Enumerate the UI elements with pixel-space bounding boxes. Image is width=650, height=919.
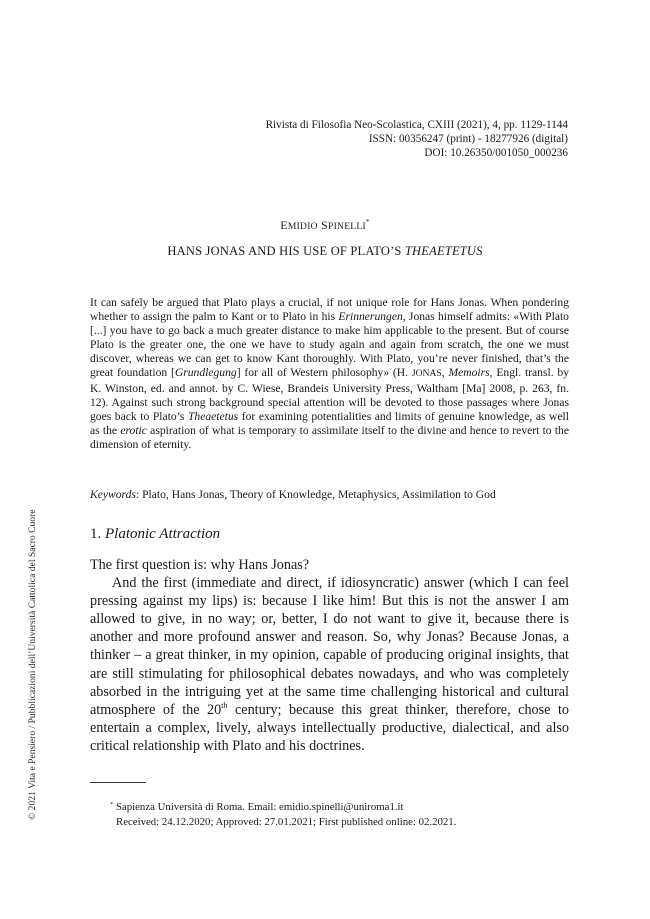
footnote-dates: Received: 24.12.2020; Approved: 27.01.2021; First published online: 02.2021. [116,816,457,828]
article-title [0,244,650,259]
footnote-affiliation-text: Sapienza Università di Roma. Email: emidio.spinelli@uniroma1.it [113,801,404,813]
journal-header [188,118,568,160]
section-heading [90,526,220,543]
abstract-text: It can safely be argued that Plato plays a crucial, if not unique role for Hans Jonas. When pondering whether to assign the palm to Kant or to Plato in his [90,296,569,324]
author-first-initial: E [280,218,288,232]
abstract-text: , [441,366,449,380]
author-footnote-mark: * [365,218,370,226]
body-text-span: And the first (immediate and direct, if idiosyncratic) answer (which I can feel pressing against my lips) is: because I like him! But this is not the answer I am allowed to give, in no way; or, better, I do not want to give it, because there is another and more profound answer and reason. So, why Jonas? Because Jonas, a thinker – a great thinker, in my opinion, capable of producing original insights, that are still stimulating for philosophical debates nowadays, and who was completely absorbed in the intriguing yet at the same time challenging historical and cultural atmosphere of the 20 [90,575,569,718]
footnote-mark: * [110,801,114,808]
doi-line: DOI: 10.26350/001050_000236 [424,147,568,159]
ordinal-superscript: th [221,700,228,710]
abstract-text: ] for all of Western philosophy» (H. [236,366,412,380]
issn-line: ISSN: 00356247 (print) - 18277926 (digital) [368,133,568,145]
abstract-italic: erotic [120,423,147,437]
author-first-rest: MIDIO [287,222,318,232]
section-number: 1. [90,526,105,542]
abstract-italic: Theaetetus [187,409,239,423]
side-copyright: © 2021 Vita e Pensiero / Pubblicazioni dell’Università Cattolica del Sacro Cuore [27,509,38,820]
title-italic: THEAETETUS [404,244,483,258]
body-text-span: century; because this great thinker, therefore, chose to entertain a complex, lively, always intellectually productive, dialectical, and also critical relationship with Plato and his doctrines. [90,701,569,754]
title-main: HANS JONAS AND HIS USE OF PLATO’S [167,244,405,258]
author-name [0,218,650,233]
keywords-label: Keywords [90,488,136,501]
abstract-smallcaps: JONAS [411,368,442,380]
footnotes [110,797,569,830]
footnote-divider [90,782,146,783]
abstract-text: for examining potentialities and limits of genuine knowledge, as well as the [90,409,569,437]
body-paragraph: The first question is: why Hans Jonas? [90,557,310,573]
body-paragraph [90,574,569,755]
keywords-text: : Plato, Hans Jonas, Theory of Knowledge, Metaphysics, Assimilation to God [135,488,496,501]
footnote-affiliation [110,797,569,815]
abstract-italic: Grundlegung [174,366,237,380]
abstract-text: aspiration of what is temporary to assimilate itself to the divine and hence to revert to the dimension of eternity. [90,423,569,451]
abstract-text: , Jonas himself admits: «With Plato [...] you have to go back a much greater distance to make him applicable to the present. But of course Plato is the greater one, the one we have to study again and again from scratch, the one we must discover, whereas we can get to know Kant thoroughly. With Plato, you’re never finished, that’s the great foundation [ [90,310,569,380]
abstract-text: , Engl. transl. by K. Winston, ed. and annot. by C. Wiese, Brandeis University Press, Waltham [Ma] 2008, p. 263, fn. 12). Against such strong background special attention will be devoted to those passages where Jonas goes back to Plato’s [90,366,569,423]
body-text [90,556,569,755]
abstract-italic: Memoirs [448,366,490,380]
section-title: Platonic Attraction [105,526,221,542]
abstract-italic: Erinnerungen [338,310,403,324]
author-last-initial: S [321,218,328,232]
author-last-rest: PINELLI [328,222,366,232]
keywords [90,488,569,502]
journal-citation: Rivista di Filosofia Neo-Scolastica, CXIII (2021), 4, pp. 1129-1144 [265,119,568,131]
abstract [90,296,569,452]
